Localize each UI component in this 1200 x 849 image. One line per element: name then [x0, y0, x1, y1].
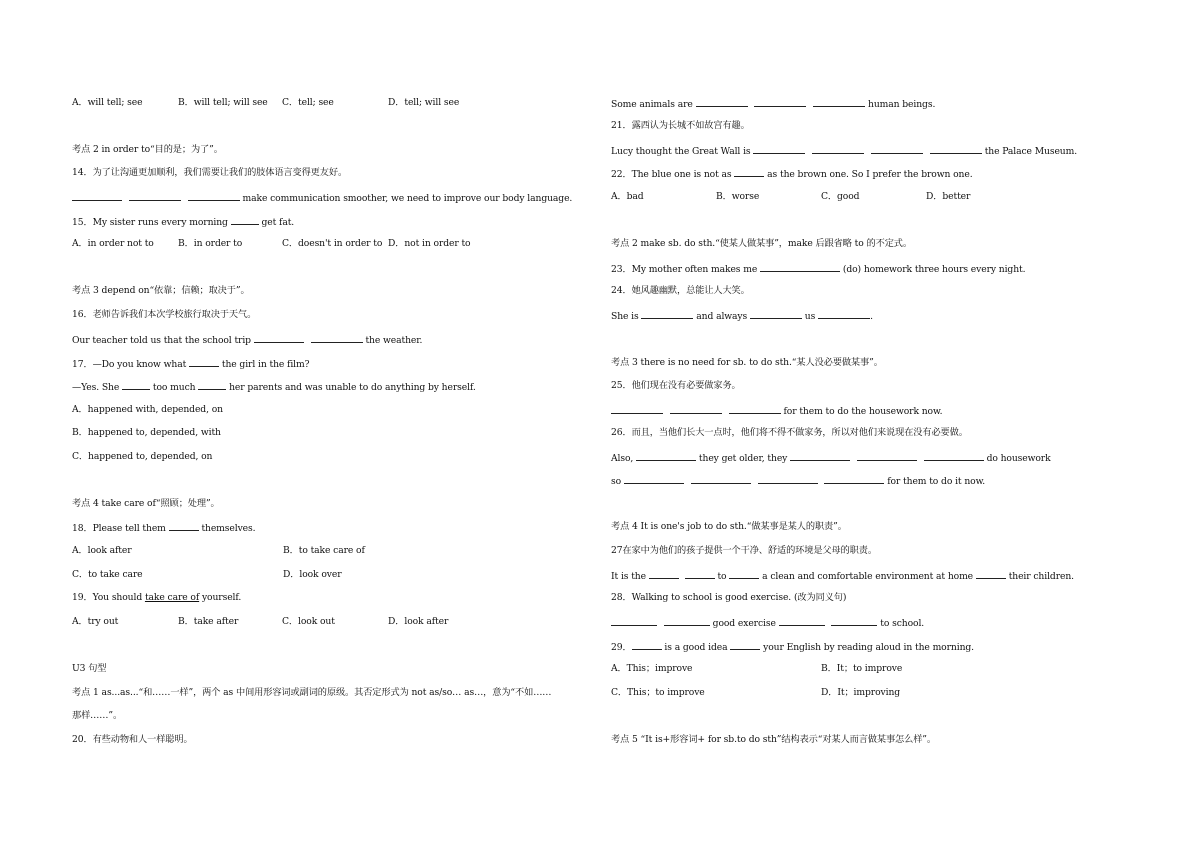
- blank[interactable]: [641, 309, 693, 319]
- q17-text-a: 17．—Do you know what: [72, 359, 187, 370]
- option-d: D．tell; will see: [388, 97, 460, 108]
- q20-text-a: Some animals are: [611, 99, 693, 110]
- blank[interactable]: [696, 97, 748, 107]
- blank[interactable]: [754, 97, 806, 107]
- blank[interactable]: [729, 404, 781, 414]
- q16-text-b: the weather.: [365, 335, 423, 346]
- q20-english: [611, 97, 935, 111]
- blank[interactable]: [611, 404, 663, 414]
- blank[interactable]: [624, 474, 684, 484]
- q23: [611, 262, 1025, 276]
- q29-text-c: your English by reading aloud in the morning.: [763, 642, 974, 653]
- q17-option-b: B．happened to, depended, with: [72, 427, 221, 438]
- option-d: D．look over: [283, 569, 342, 580]
- blank[interactable]: [611, 616, 657, 626]
- q18: [72, 521, 255, 535]
- option-a: A．will tell; see: [72, 97, 143, 108]
- q24-text-d: .: [870, 311, 873, 322]
- blank[interactable]: [831, 616, 877, 626]
- blank[interactable]: [198, 380, 226, 390]
- q15-text-a: 15．My sister runs every morning: [72, 217, 228, 228]
- q17-option-a: A．happened with, depended, on: [72, 404, 223, 415]
- q17: [72, 357, 309, 371]
- q27-text-d: their children.: [1008, 571, 1074, 582]
- blank[interactable]: [813, 97, 865, 107]
- q16-english: [72, 333, 422, 347]
- blank[interactable]: [930, 144, 982, 154]
- option-c: C．to take care: [72, 569, 143, 580]
- blank[interactable]: [649, 569, 679, 579]
- q23-text-a: 23．My mother often makes me: [611, 264, 758, 275]
- option-d: D．look after: [388, 616, 449, 627]
- q17c-text-a: —Yes. She: [72, 382, 120, 393]
- blank[interactable]: [976, 569, 1006, 579]
- q19-text-a: 19．You should: [72, 592, 145, 603]
- q27-text-c: a clean and comfortable environment at home: [762, 571, 974, 582]
- blank[interactable]: [72, 191, 122, 201]
- option-c: C．This；to improve: [611, 687, 705, 698]
- blank[interactable]: [636, 451, 696, 461]
- blank[interactable]: [760, 262, 840, 272]
- blank[interactable]: [753, 144, 805, 154]
- q26-english-line1: [611, 451, 1051, 465]
- q22-text-b: as the brown one. So I prefer the brown one.: [767, 169, 973, 180]
- option-a: A．in order not to: [72, 238, 154, 249]
- q20-chinese: 20．有些动物和人一样聪明。: [72, 734, 193, 745]
- q25-chinese: 25．他们现在没有必要做家务。: [611, 380, 741, 391]
- blank[interactable]: [254, 333, 304, 343]
- q18-text-a: 18．Please tell them: [72, 523, 166, 534]
- q27-english: [611, 569, 1074, 583]
- blank[interactable]: [729, 569, 759, 579]
- q14-chinese: 14．为了让沟通更加顺利，我们需要让我们的肢体语言变得更友好。: [72, 167, 348, 178]
- q23-text-b: (do) homework three hours every night.: [842, 264, 1026, 275]
- blank[interactable]: [750, 309, 802, 319]
- q28: 28．Walking to school is good exercise. (改为同义句): [611, 592, 847, 603]
- blank[interactable]: [824, 474, 884, 484]
- option-a: A．try out: [72, 616, 119, 627]
- blank[interactable]: [691, 474, 751, 484]
- kp2-title: 考点 2 make sb. do sth.“使某人做某事”，make 后跟省略 to 的不定式。: [611, 238, 912, 249]
- q22: [611, 167, 973, 181]
- q15: [72, 215, 294, 229]
- q25-text: for them to do the housework now.: [783, 406, 943, 417]
- q16-text-a: Our teacher told us that the school trip: [72, 335, 251, 346]
- option-a: A．bad: [611, 191, 644, 202]
- q22-text-a: 22．The blue one is not as: [611, 169, 732, 180]
- blank[interactable]: [924, 451, 984, 461]
- blank[interactable]: [670, 404, 722, 414]
- option-c: C．good: [821, 191, 860, 202]
- q29: [611, 640, 974, 654]
- blank[interactable]: [664, 616, 710, 626]
- kp4-title: 考点 4 take care of“照顾；处理”。: [72, 498, 220, 509]
- option-c: C．look out: [282, 616, 335, 627]
- blank[interactable]: [632, 640, 662, 650]
- option-d: D．better: [926, 191, 971, 202]
- q24-english: [611, 309, 873, 323]
- q24-text-b: and always: [696, 311, 748, 322]
- q27-chinese: 27在家中为他们的孩子提供一个干净、舒适的环境是父母的职责。: [611, 545, 877, 556]
- q26-text-c: do housework: [986, 453, 1051, 464]
- q29-text-a: 29．: [611, 642, 632, 653]
- q24-chinese: 24．她风趣幽默，总能让人大笑。: [611, 285, 750, 296]
- kp3-title: 考点 3 depend on“依靠；信赖；取决于”。: [72, 285, 250, 296]
- blank[interactable]: [871, 144, 923, 154]
- blank[interactable]: [122, 380, 150, 390]
- option-c: C．tell; see: [282, 97, 334, 108]
- blank[interactable]: [189, 357, 219, 367]
- q28-answer: [611, 616, 924, 630]
- q19: [72, 592, 241, 604]
- q26-text-b: they get older, they: [698, 453, 788, 464]
- u3-title: U3 句型: [72, 663, 107, 674]
- q20-text-b: human beings.: [868, 99, 936, 110]
- option-b: B．in order to: [178, 238, 243, 249]
- q21-english: [611, 144, 1077, 158]
- q17c-text-b: too much: [152, 382, 196, 393]
- q29-text-b: is a good idea: [664, 642, 728, 653]
- blank[interactable]: [818, 309, 870, 319]
- blank[interactable]: [231, 215, 259, 225]
- blank[interactable]: [685, 569, 715, 579]
- blank[interactable]: [730, 640, 760, 650]
- blank[interactable]: [188, 191, 240, 201]
- q21-text-b: the Palace Museum.: [984, 146, 1078, 157]
- kp4-title: 考点 4 It is one's job to do sth.“做某事是某人的职责”。: [611, 521, 847, 532]
- q15-text-b: get fat.: [261, 217, 295, 228]
- q21-chinese: 21．露西认为长城不如故宫有趣。: [611, 120, 750, 131]
- q17-option-c: C．happened to, depended, on: [72, 451, 213, 462]
- option-a: A．This；improve: [611, 663, 693, 674]
- q26-text-d: so: [611, 476, 622, 487]
- option-c: C．doesn't in order to: [282, 238, 383, 249]
- q18-text-b: themselves.: [201, 523, 256, 534]
- q17-continued: [72, 380, 476, 394]
- kp1-line1: 考点 1 as...as...“和……一样”，两个 as 中间用形容词或副词的原级。其否定形式为 not as/so… as…，意为“不如……: [72, 687, 552, 698]
- option-b: B．will tell; will see: [178, 97, 268, 108]
- q16-chinese: 16．老师告诉我们本次学校旅行取决于天气。: [72, 309, 257, 320]
- q19-underlined-phrase: take care of: [144, 592, 200, 603]
- blank[interactable]: [311, 333, 363, 343]
- kp3-title: 考点 3 there is no need for sb. to do sth.“某人没必要做某事”。: [611, 357, 883, 368]
- q28-text-b: to school.: [880, 618, 925, 629]
- q26-english-line2: [611, 474, 985, 488]
- option-b: B．worse: [716, 191, 760, 202]
- blank[interactable]: [129, 191, 181, 201]
- blank[interactable]: [812, 144, 864, 154]
- kp1-line2: 那样……”。: [72, 710, 123, 721]
- q26-text-e: for them to do it now.: [887, 476, 986, 487]
- q14-text: make communication smoother, we need to improve our body language.: [242, 193, 573, 204]
- q24-text-c: us: [804, 311, 816, 322]
- q26-chinese: 26．而且，当他们长大一点时，他们将不得不做家务，所以对他们来说现在没有必要做。: [611, 427, 968, 438]
- kp5-title: 考点 5 “It is+形容词+ for sb.to do sth”结构表示“对某人而言做某事怎么样”。: [611, 734, 936, 745]
- q17-text-b: the girl in the film?: [221, 359, 310, 370]
- option-d: D．It；improving: [821, 687, 901, 698]
- option-a: A．look after: [72, 545, 132, 556]
- q17c-text-c: her parents and was unable to do anything by herself.: [229, 382, 476, 393]
- blank[interactable]: [734, 167, 764, 177]
- option-b: B．It；to improve: [821, 663, 903, 674]
- blank[interactable]: [857, 451, 917, 461]
- q27-text-a: It is the: [611, 571, 646, 582]
- q27-text-b: to: [717, 571, 727, 582]
- q14-english: [72, 191, 572, 205]
- q21-text-a: Lucy thought the Great Wall is: [611, 146, 751, 157]
- q28-text-a: good exercise: [712, 618, 776, 629]
- blank[interactable]: [779, 616, 825, 626]
- blank[interactable]: [758, 474, 818, 484]
- option-d: D．not in order to: [388, 238, 471, 249]
- q24-text-a: She is: [611, 311, 639, 322]
- blank[interactable]: [169, 521, 199, 531]
- q26-text-a: Also,: [611, 453, 634, 464]
- blank[interactable]: [790, 451, 850, 461]
- option-b: B．take after: [178, 616, 239, 627]
- q25-english: [611, 404, 943, 418]
- option-b: B．to take care of: [283, 545, 365, 556]
- kp2-title: 考点 2 in order to“目的是；为了”。: [72, 144, 223, 155]
- q19-text-b: yourself.: [199, 592, 242, 603]
